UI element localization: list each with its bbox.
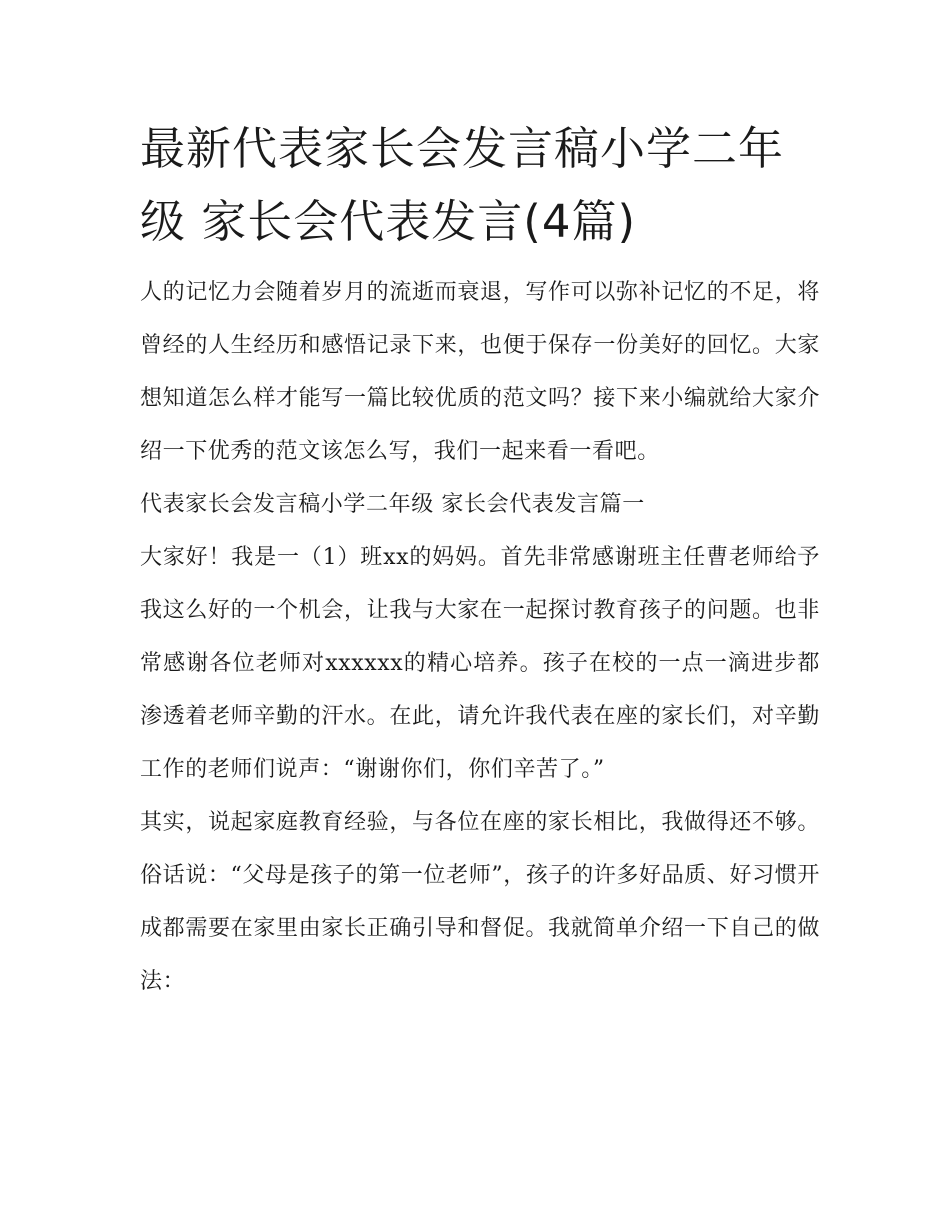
body-paragraph: 其实，说起家庭教育经验，与各位在座的家长相比，我做得还不够。俗话说：“父母是孩子的第一位老师”，孩子的许多好品质、好习惯开成都需要在家里由家长正确引导和督促。我就简单介绍一下自己的做法： xyxy=(140,810,820,994)
document-body xyxy=(140,266,820,1008)
intro-paragraph: 人的记忆力会随着岁月的流逝而衰退，写作可以弥补记忆的不足，将曾经的人生经历和感悟记录下来，也便于保存一份美好的回忆。大家想知道怎么样才能写一篇比较优质的范文吗？接下来小编就给大家介绍一下优秀的范文该怎么写，我们一起来看一看吧。 xyxy=(140,280,820,464)
document-page xyxy=(140,112,820,1008)
document-title: 最新代表家长会发言稿小学二年级 家长会代表发言(4篇) xyxy=(140,122,785,248)
body-paragraph: 大家好！我是一（1）班xx的妈妈。首先非常感谢班主任曹老师给予我这么好的一个机会，让我与大家在一起探讨教育孩子的问题。也非常感谢各位老师对xxxxxx的精心培养。孩子在校的一点一滴进步都渗透着老师辛勤的汗水。在此，请允许我代表在座的家长们，对辛勤工作的老师们说声：“谢谢你们，你们辛苦了。” xyxy=(140,545,820,782)
section-heading: 代表家长会发言稿小学二年级 家长会代表发言篇一 xyxy=(140,492,645,517)
